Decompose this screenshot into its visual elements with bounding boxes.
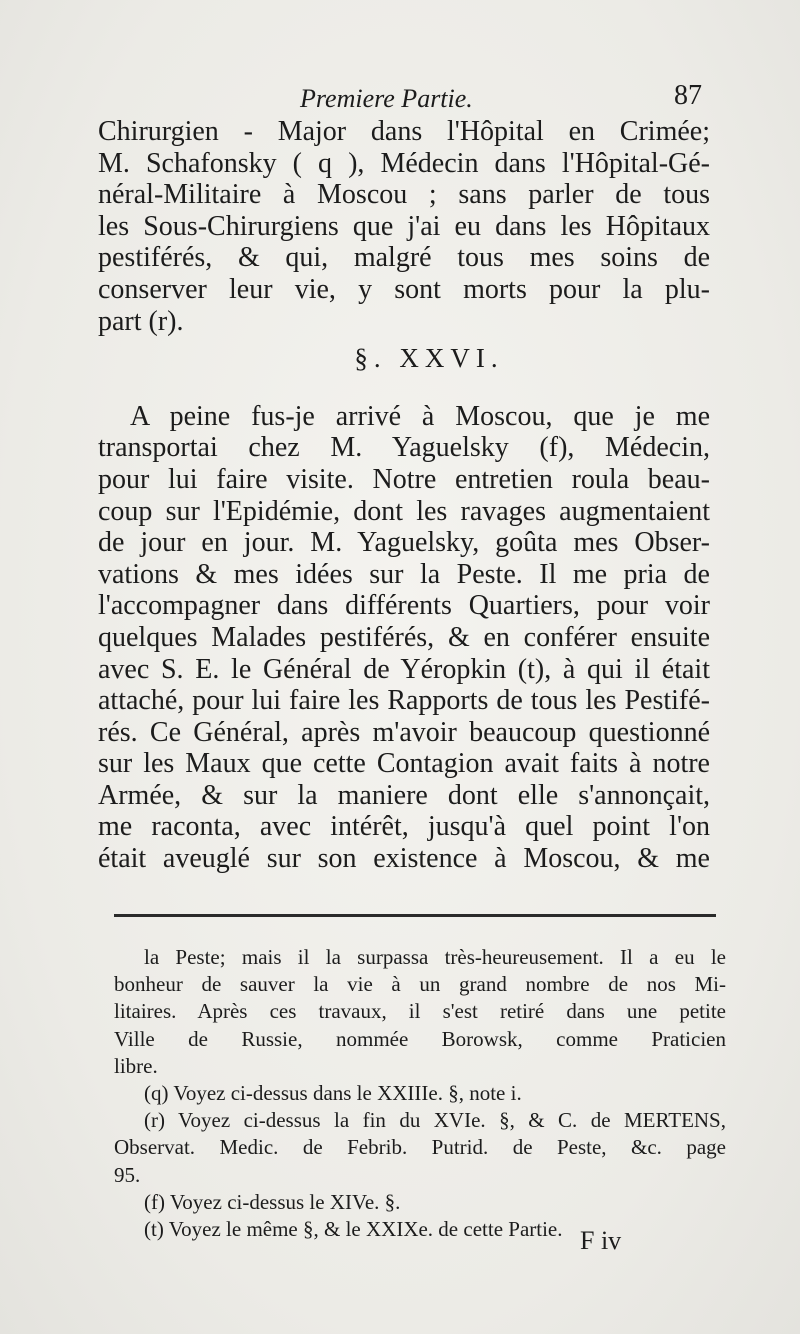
footnotes	[114, 944, 726, 1243]
text-line: rés. Ce Général, après m'avoir beaucoup questionné	[98, 716, 710, 748]
text-line: part (r).	[98, 305, 184, 337]
text-line: était aveuglé sur son existence à Moscou, & me	[98, 843, 710, 875]
text-line: vations & mes idées sur la Peste. Il me pria de	[98, 558, 710, 590]
main-text	[98, 116, 710, 875]
footnote-line: litaires. Après ces travaux, il s'est retiré dans une petite	[114, 999, 726, 1024]
footnote-r-cont: 95.	[114, 1162, 141, 1187]
page-number: 87	[674, 80, 702, 111]
text-line: sur les Maux que cette Contagion avait faits à notre	[98, 748, 710, 780]
signature-mark: F iv	[580, 1226, 622, 1255]
text-line: conserver leur vie, y sont morts pour la plu-	[98, 273, 710, 305]
footnote-line: libre.	[114, 1053, 158, 1078]
text-line: A peine fus-je arrivé à Moscou, que je me	[130, 400, 710, 432]
text-line: l'accompagner dans différents Quartiers, pour voir	[98, 590, 710, 622]
text-line: me raconta, avec intérêt, jusqu'à quel point l'on	[98, 811, 710, 843]
text-line: Chirurgien - Major dans l'Hôpital en Crimée;	[98, 116, 710, 147]
section-heading: §. XXVI.	[354, 343, 504, 374]
footnote-rule	[114, 914, 716, 917]
footnote-r: (r) Voyez ci-dessus la fin du XVIe. §, & C. de MERTENS,	[144, 1108, 726, 1133]
footnote-line: bonheur de sauver la vie à un grand nombre de nos Mi-	[114, 972, 726, 997]
text-line: avec S. E. le Général de Yéropkin (t), à qui il était	[98, 653, 710, 685]
footnote-q: (q) Voyez ci-dessus dans le XXIIIe. §, note i.	[144, 1081, 522, 1106]
footnote-f: (f) Voyez ci-dessus le XIVe. §.	[144, 1189, 401, 1214]
footnote-t: (t) Voyez le même §, & le XXIXe. de cette Partie.	[144, 1217, 563, 1242]
text-line: M. Schafonsky ( q ), Médecin dans l'Hôpital-Gé-	[98, 147, 710, 179]
footnote-line: la Peste; mais il la surpassa très-heureusement. Il a eu le	[144, 945, 726, 969]
text-line: Armée, & sur la maniere dont elle s'annonçait,	[98, 779, 710, 811]
text-line: pestiférés, & qui, malgré tous mes soins de	[98, 242, 710, 274]
footnote-r-cont: Observat. Medic. de Febrib. Putrid. de Peste, &c. page	[114, 1135, 726, 1160]
text-line: transportai chez M. Yaguelsky (f), Médecin,	[98, 432, 710, 464]
text-line: pour lui faire visite. Notre entretien roula beau-	[98, 463, 710, 495]
text-line: néral-Militaire à Moscou ; sans parler de tous	[98, 179, 710, 211]
text-line: attaché, pour lui faire les Rapports de tous les Pestifé-	[98, 685, 710, 717]
text-line: les Sous-Chirurgiens que j'ai eu dans les Hôpitaux	[98, 210, 710, 242]
text-line: de jour en jour. M. Yaguelsky, goûta mes Obser-	[98, 527, 710, 559]
footnote-line: Ville de Russie, nommée Borowsk, comme Praticien	[114, 1026, 726, 1051]
text-line: coup sur l'Epidémie, dont les ravages augmentaient	[98, 495, 710, 527]
running-head: Premiere Partie.	[300, 84, 473, 113]
text-line: quelques Malades pestiférés, & en conférer ensuite	[98, 621, 710, 653]
page-header	[100, 80, 710, 120]
